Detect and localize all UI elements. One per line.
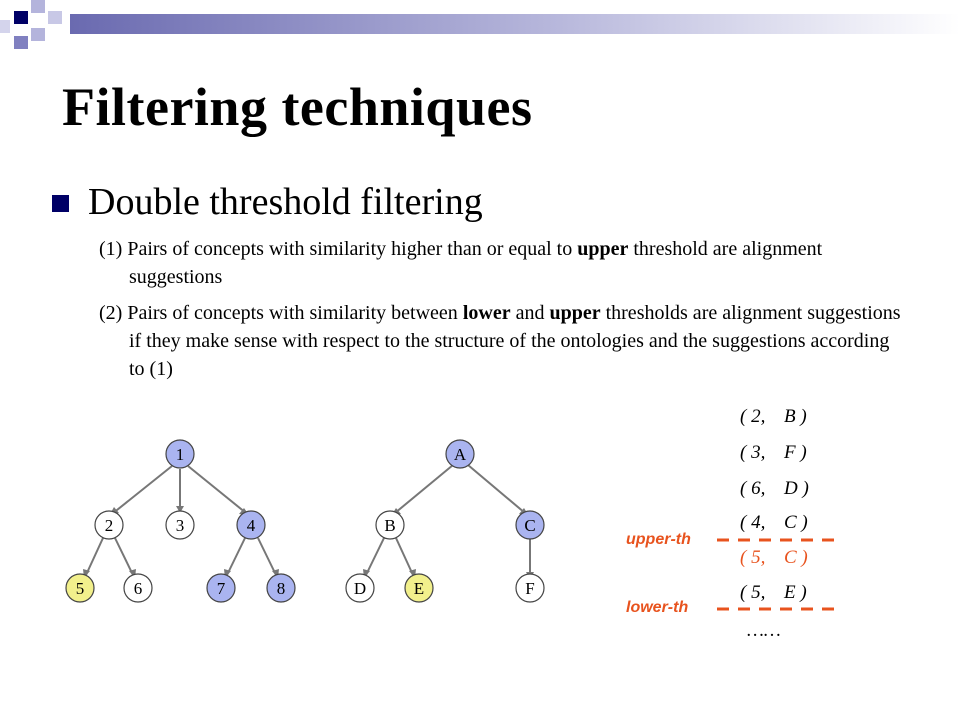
pair-6-right: E ): [784, 582, 807, 603]
node-label: 5: [75, 579, 85, 598]
node-label: 1: [175, 445, 185, 464]
node-label: 7: [216, 579, 226, 598]
node-label: A: [453, 445, 467, 464]
pair-5-right: C ): [784, 547, 808, 568]
pair-2-left: ( 3,: [740, 442, 766, 463]
node-label: F: [525, 579, 535, 598]
tree1-node-7: [207, 574, 235, 602]
node-label: C: [524, 516, 536, 535]
decor-square-light: [0, 20, 10, 33]
decor-square-dark: [14, 11, 28, 24]
pair-ellipsis: ……: [747, 620, 781, 641]
tree1-node-3: [166, 511, 194, 539]
node-label: 6: [133, 579, 143, 598]
upper-threshold-label: upper-th: [626, 531, 691, 548]
lower-threshold: [626, 599, 840, 616]
node-label: E: [413, 579, 425, 598]
node-label: 3: [175, 516, 185, 535]
decor-square-light: [31, 0, 45, 13]
tree1-node-5: [66, 574, 94, 602]
tree2-node-D: [346, 574, 374, 602]
sub-item-2: [99, 299, 909, 383]
pair-3-left: ( 6,: [740, 478, 766, 499]
pair-4-right: C ): [784, 512, 808, 533]
decor-square-dark: [14, 36, 28, 49]
sub-item-1: [99, 235, 909, 291]
tree1-node-6: [124, 574, 152, 602]
item1-prefix: (1) Pairs of concepts with similarity higher than or equal to: [99, 238, 578, 260]
tree2-node-E: [405, 574, 433, 602]
pair-3-right: D ): [784, 478, 809, 499]
item2-mid: and: [510, 302, 550, 324]
tree2-node-F: [516, 574, 544, 602]
pair-2-right: F ): [784, 442, 807, 463]
node-label: B: [384, 516, 396, 535]
pair-list: [740, 406, 809, 641]
corner-decoration: [0, 0, 960, 70]
pair-5-left: ( 5,: [740, 547, 766, 568]
ontology-diagram: [0, 390, 960, 710]
pair-6-left: ( 5,: [740, 582, 766, 603]
decor-gradient-bar: [70, 14, 960, 34]
pair-1-right: B ): [784, 406, 807, 427]
upper-threshold: [626, 531, 840, 548]
node-label: 4: [246, 516, 256, 535]
tree1-node-1: [166, 440, 194, 468]
node-label: D: [353, 579, 367, 598]
tree2-node-C: [516, 511, 544, 539]
tree2-node-B: [376, 511, 404, 539]
slide-title: Filtering techniques: [62, 77, 533, 137]
item2-bold-lower: lower: [462, 302, 511, 324]
node-label: 8: [276, 579, 286, 598]
node-label: 2: [104, 516, 114, 535]
tree1-node-2: [95, 511, 123, 539]
item1-bold: upper: [577, 238, 629, 260]
lower-threshold-label: lower-th: [626, 599, 689, 616]
bullet-text: Double threshold filtering: [88, 181, 483, 223]
item2-prefix: (2) Pairs of concepts with similarity between: [99, 302, 463, 324]
pair-1-left: ( 2,: [740, 406, 766, 427]
decor-square-light: [48, 11, 62, 24]
tree1-node-8: [267, 574, 295, 602]
item2-bold-upper: upper: [549, 302, 601, 324]
tree2-node-A: [446, 440, 474, 468]
item1-suffix: threshold are alignment suggestions: [129, 238, 823, 288]
bullet-square-icon: [52, 195, 69, 212]
item2-suffix: thresholds are alignment suggestions if they make sense with respect to the structure of the ontologies and the suggestions according to (1): [129, 302, 901, 380]
pair-4-left: ( 4,: [740, 512, 766, 533]
decor-square-light: [31, 28, 45, 41]
tree1-node-4: [237, 511, 265, 539]
